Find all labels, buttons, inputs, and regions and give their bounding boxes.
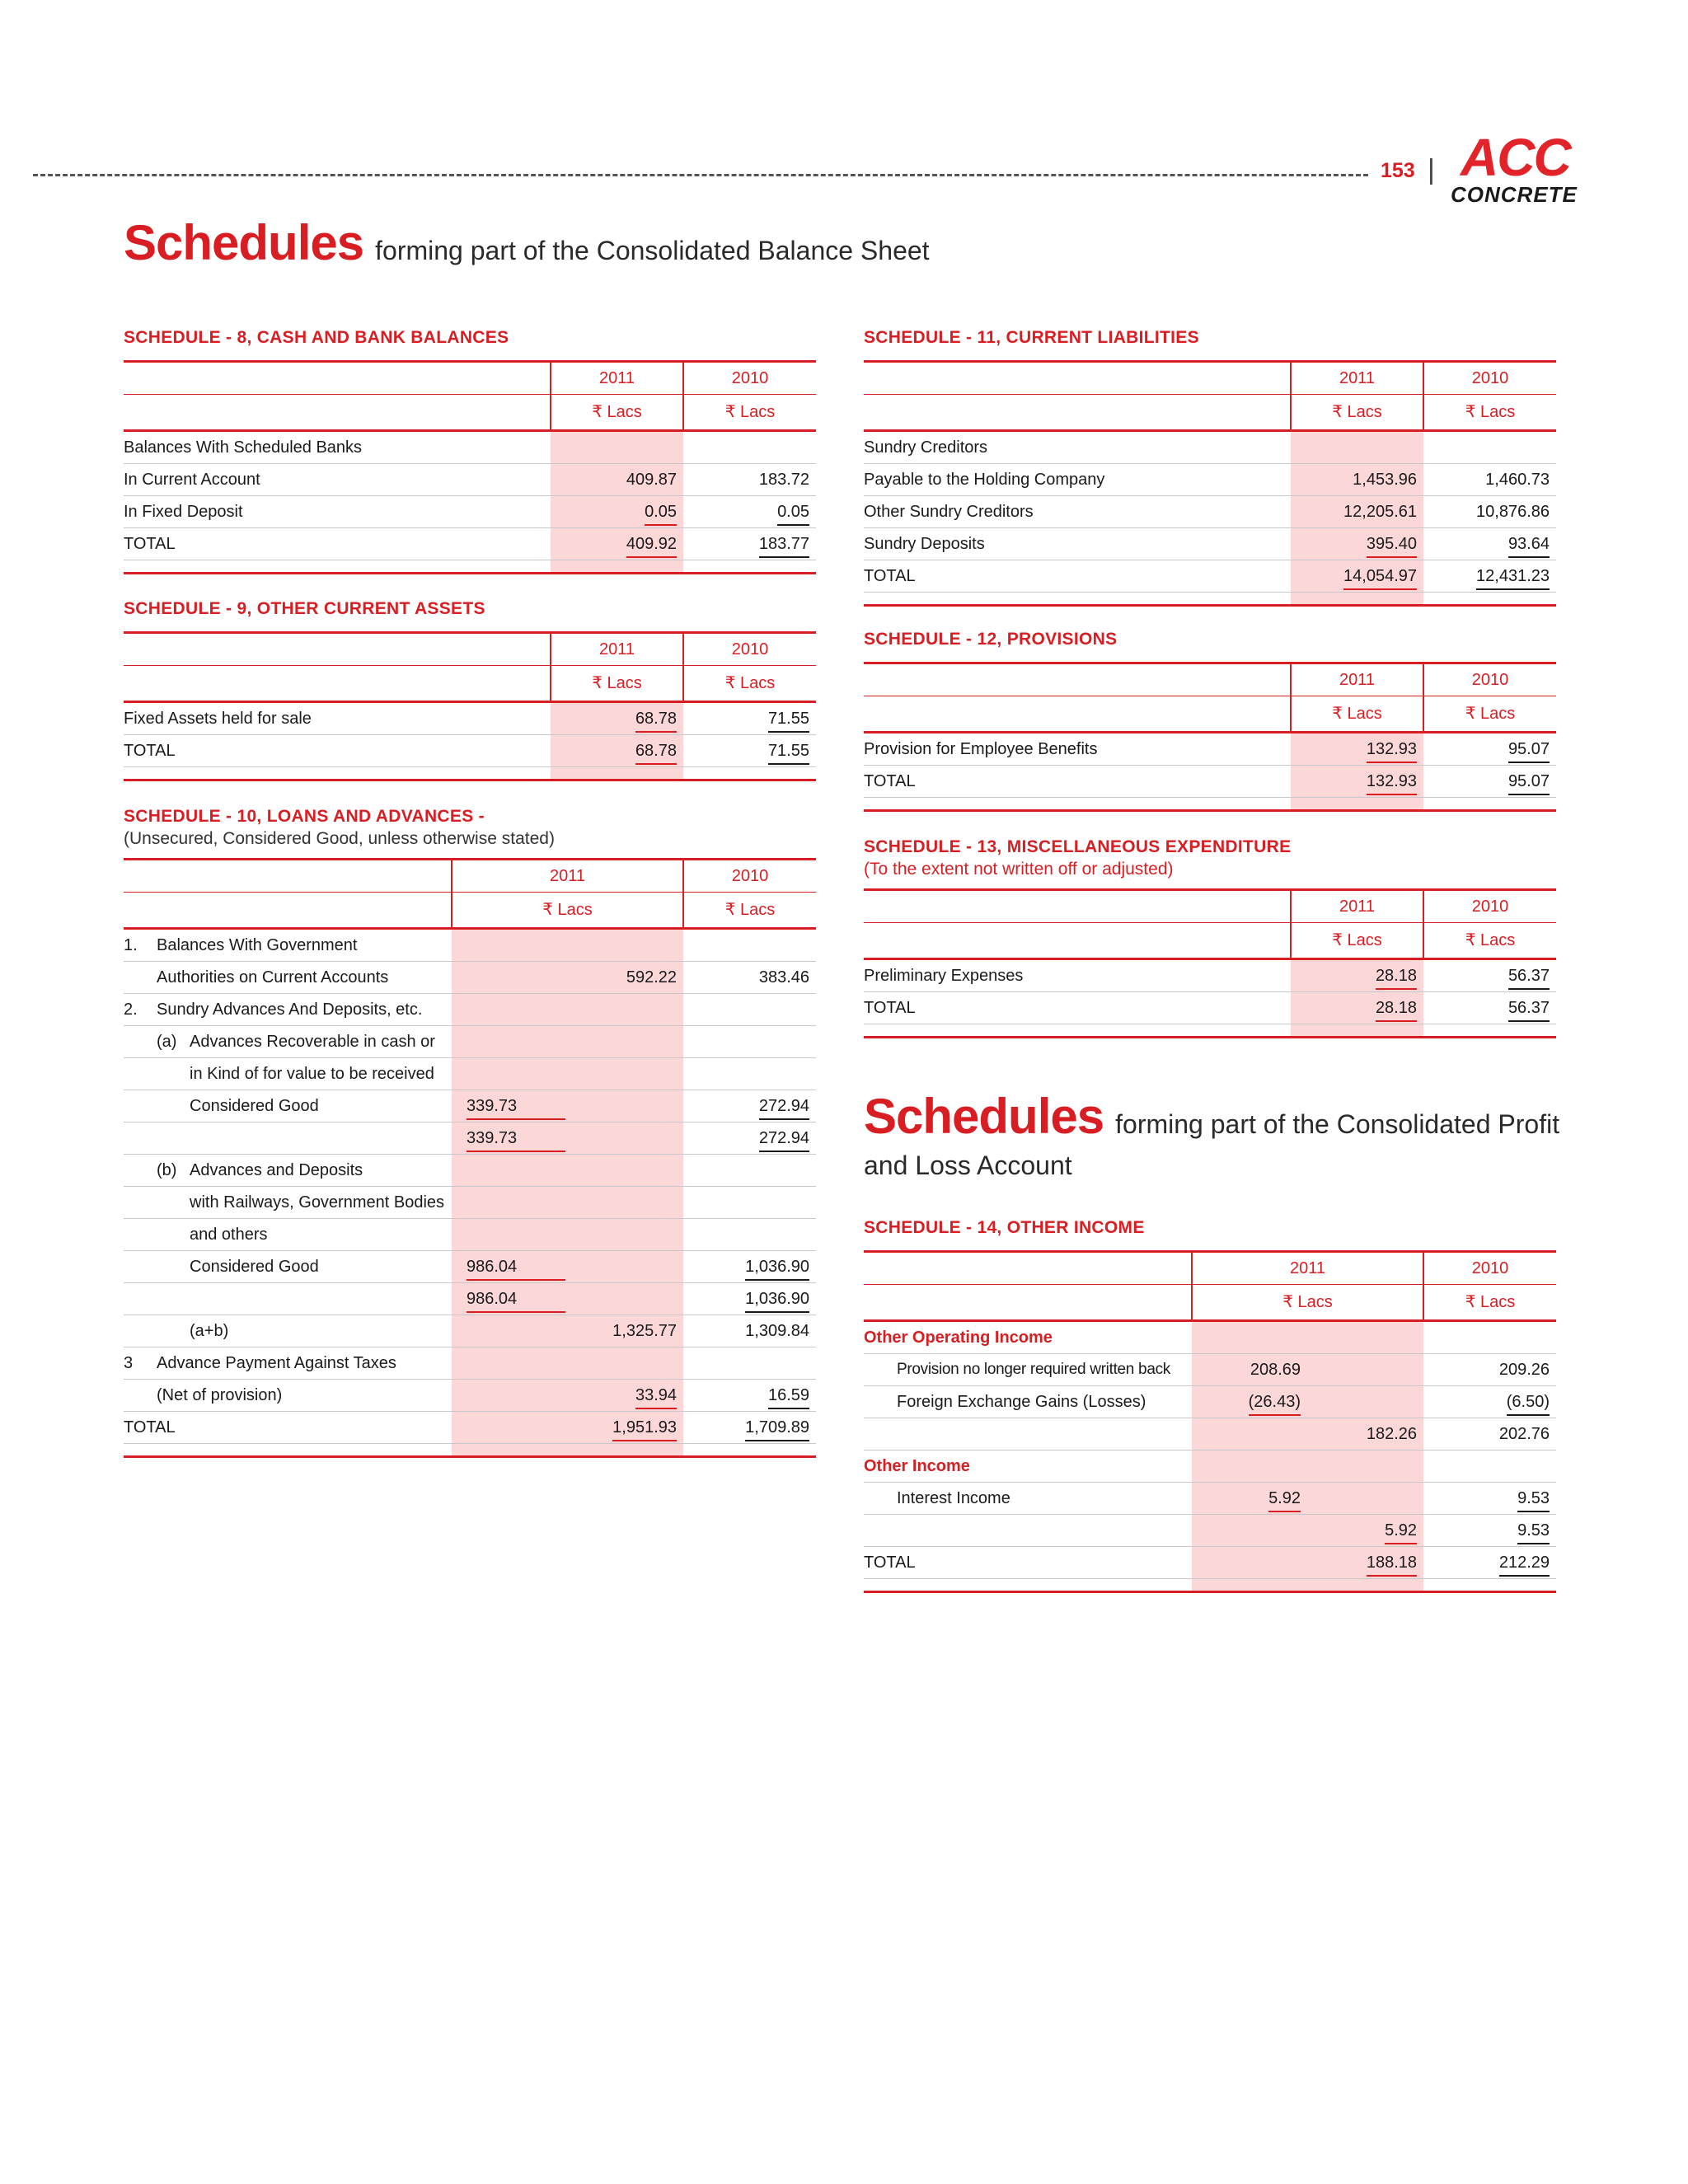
table-row-total: TOTAL 28.18 56.37 bbox=[864, 992, 1556, 1024]
table-row: 986.04 1,036.90 bbox=[124, 1283, 816, 1315]
header-separator: | bbox=[1428, 154, 1435, 185]
schedule-title: SCHEDULE - 9, OTHER CURRENT ASSETS bbox=[124, 599, 485, 618]
table-row: (Net of provision) 33.94 16.59 bbox=[124, 1380, 816, 1412]
schedule-table: 2011 2010 ₹ Lacs ₹ Lacs Fixed Assets held for sale 68.78 71.55 TOTAL 68.78 71.55 bbox=[124, 631, 816, 781]
table-row: Other Sundry Creditors 12,205.61 10,876.86 bbox=[864, 496, 1556, 528]
table-row: 2. Sundry Advances And Deposits, etc. bbox=[124, 994, 816, 1026]
schedule-table: 2011 2010 ₹ Lacs ₹ Lacs Balances With Scheduled Banks In Current Account 409.87 183.72 In Fixed Deposit 0.05 0.05 TOTAL 409.92 183.77 bbox=[124, 360, 816, 574]
table-row: Considered Good 986.04 1,036.90 bbox=[124, 1251, 816, 1283]
schedule-table: 2011 2010 ₹ Lacs ₹ Lacs Other Operating Income Provision no longer required written back 208.69 209.26 Foreign Exchange Gains (Losses) (26.43) (6.50) 182.26 202.76 Other Income Interest Income 5.92 9.53 5.92 9.53 TOTAL 188.18 212.29 bbox=[864, 1250, 1556, 1593]
table-row-heading: Other Income bbox=[864, 1451, 1556, 1483]
schedule-table: 2011 2010 ₹ Lacs ₹ Lacs Sundry Creditors Payable to the Holding Company 1,453.96 1,460.73 Other Sundry Creditors 12,205.61 10,876.86 Sundry Deposits 395.40 93.64 TOTAL 14,054.97 12,431.23 bbox=[864, 360, 1556, 607]
schedule-10 bbox=[124, 805, 816, 1458]
schedule-title: SCHEDULE - 13, MISCELLANEOUS EXPENDITURE bbox=[864, 837, 1292, 856]
table-row: Considered Good 339.73 272.94 bbox=[124, 1090, 816, 1122]
table-row: Provision no longer required written back 208.69 209.26 bbox=[864, 1354, 1556, 1386]
table-row-total: TOTAL 409.92 183.77 bbox=[124, 528, 816, 560]
table-row-total: TOTAL 1,951.93 1,709.89 bbox=[124, 1412, 816, 1444]
table-row: Authorities on Current Accounts 592.22 383.46 bbox=[124, 962, 816, 994]
table-row-total: TOTAL 68.78 71.55 bbox=[124, 735, 816, 767]
table-row: and others bbox=[124, 1219, 816, 1251]
table-row: Fixed Assets held for sale 68.78 71.55 bbox=[124, 702, 816, 735]
table-row-total: TOTAL 188.18 212.29 bbox=[864, 1547, 1556, 1579]
table-row: 5.92 9.53 bbox=[864, 1515, 1556, 1547]
schedule-subtitle: (To the extent not written off or adjusted) bbox=[864, 860, 1174, 879]
schedule-9 bbox=[124, 598, 816, 781]
logo-concrete: CONCRETE bbox=[1451, 182, 1578, 207]
schedule-title: SCHEDULE - 14, OTHER INCOME bbox=[864, 1218, 1145, 1237]
table-row: (a+b) 1,325.77 1,309.84 bbox=[124, 1315, 816, 1347]
table-row: in Kind of for value to be received bbox=[124, 1058, 816, 1090]
page-header bbox=[33, 128, 1624, 207]
schedule-11 bbox=[864, 326, 1556, 607]
table-row: Interest Income 5.92 9.53 bbox=[864, 1483, 1556, 1515]
table-row: (a) Advances Recoverable in cash or bbox=[124, 1026, 816, 1058]
table-row: 182.26 202.76 bbox=[864, 1418, 1556, 1451]
table-row: (b) Advances and Deposits bbox=[124, 1155, 816, 1187]
table-row: 1. Balances With Government bbox=[124, 929, 816, 962]
table-row-total: TOTAL 132.93 95.07 bbox=[864, 766, 1556, 798]
schedule-table: 2011 2010 ₹ Lacs ₹ Lacs 1. Balances With Government Authorities on Current Accounts 592.22 383.46 2. Sundry Advances And Deposits, etc. (a) Advances Recoverable in cash or in Kind of for value to be received Considered Good 339.73 272.94 339.73 272.94 (b) Advances and Deposits with Railways, Government Bodies and others Considered Good 986.04 1,036.90 986.04 1,036.90 (a+b) 1,325.77 1,309.84 3 Advance Payment Against Taxes (Net of provision) 33.94 16.59 TOTAL 1,951.93 1,709.89 bbox=[124, 858, 816, 1458]
table-row: Sundry Deposits 395.40 93.64 bbox=[864, 528, 1556, 560]
table-row: 3 Advance Payment Against Taxes bbox=[124, 1347, 816, 1380]
schedule-12 bbox=[864, 628, 1556, 812]
schedule-title: SCHEDULE - 12, PROVISIONS bbox=[864, 630, 1118, 649]
table-row: Preliminary Expenses 28.18 56.37 bbox=[864, 959, 1556, 992]
table-row: In Current Account 409.87 183.72 bbox=[124, 464, 816, 496]
schedule-14 bbox=[864, 1216, 1556, 1593]
schedule-13 bbox=[864, 836, 1556, 1038]
schedule-subtitle: (Unsecured, Considered Good, unless otherwise stated) bbox=[124, 829, 555, 848]
schedule-8 bbox=[124, 326, 816, 574]
table-row: Payable to the Holding Company 1,453.96 1,460.73 bbox=[864, 464, 1556, 496]
page-number: 153 bbox=[1381, 159, 1415, 182]
schedule-table: 2011 2010 ₹ Lacs ₹ Lacs Provision for Employee Benefits 132.93 95.07 TOTAL 132.93 95.07 bbox=[864, 662, 1556, 812]
dashed-rule bbox=[33, 174, 1368, 176]
table-row: 339.73 272.94 bbox=[124, 1122, 816, 1155]
table-row: Foreign Exchange Gains (Losses) (26.43) (6.50) bbox=[864, 1386, 1556, 1418]
logo-acc: ACC bbox=[1461, 128, 1570, 187]
schedule-title: SCHEDULE - 11, CURRENT LIABILITIES bbox=[864, 328, 1199, 347]
acc-concrete-logo bbox=[1451, 128, 1624, 207]
table-row: Balances With Scheduled Banks bbox=[124, 431, 816, 464]
schedule-title: SCHEDULE - 10, LOANS AND ADVANCES - bbox=[124, 807, 485, 826]
table-row-total: TOTAL 14,054.97 12,431.23 bbox=[864, 560, 1556, 593]
page-title-profit-loss: Schedules forming part of the Consolidated Profit and Loss Account bbox=[864, 1089, 1560, 1180]
table-row-heading: Other Operating Income bbox=[864, 1321, 1556, 1354]
table-row: Sundry Creditors bbox=[864, 431, 1556, 464]
schedule-title: SCHEDULE - 8, CASH AND BANK BALANCES bbox=[124, 328, 509, 347]
table-row: with Railways, Government Bodies bbox=[124, 1187, 816, 1219]
table-row: In Fixed Deposit 0.05 0.05 bbox=[124, 496, 816, 528]
table-row: Provision for Employee Benefits 132.93 95.07 bbox=[864, 733, 1556, 766]
page-title-balance-sheet: Schedules forming part of the Consolidated Balance Sheet bbox=[124, 215, 930, 270]
schedule-table: 2011 2010 ₹ Lacs ₹ Lacs Preliminary Expenses 28.18 56.37 TOTAL 28.18 56.37 bbox=[864, 888, 1556, 1038]
